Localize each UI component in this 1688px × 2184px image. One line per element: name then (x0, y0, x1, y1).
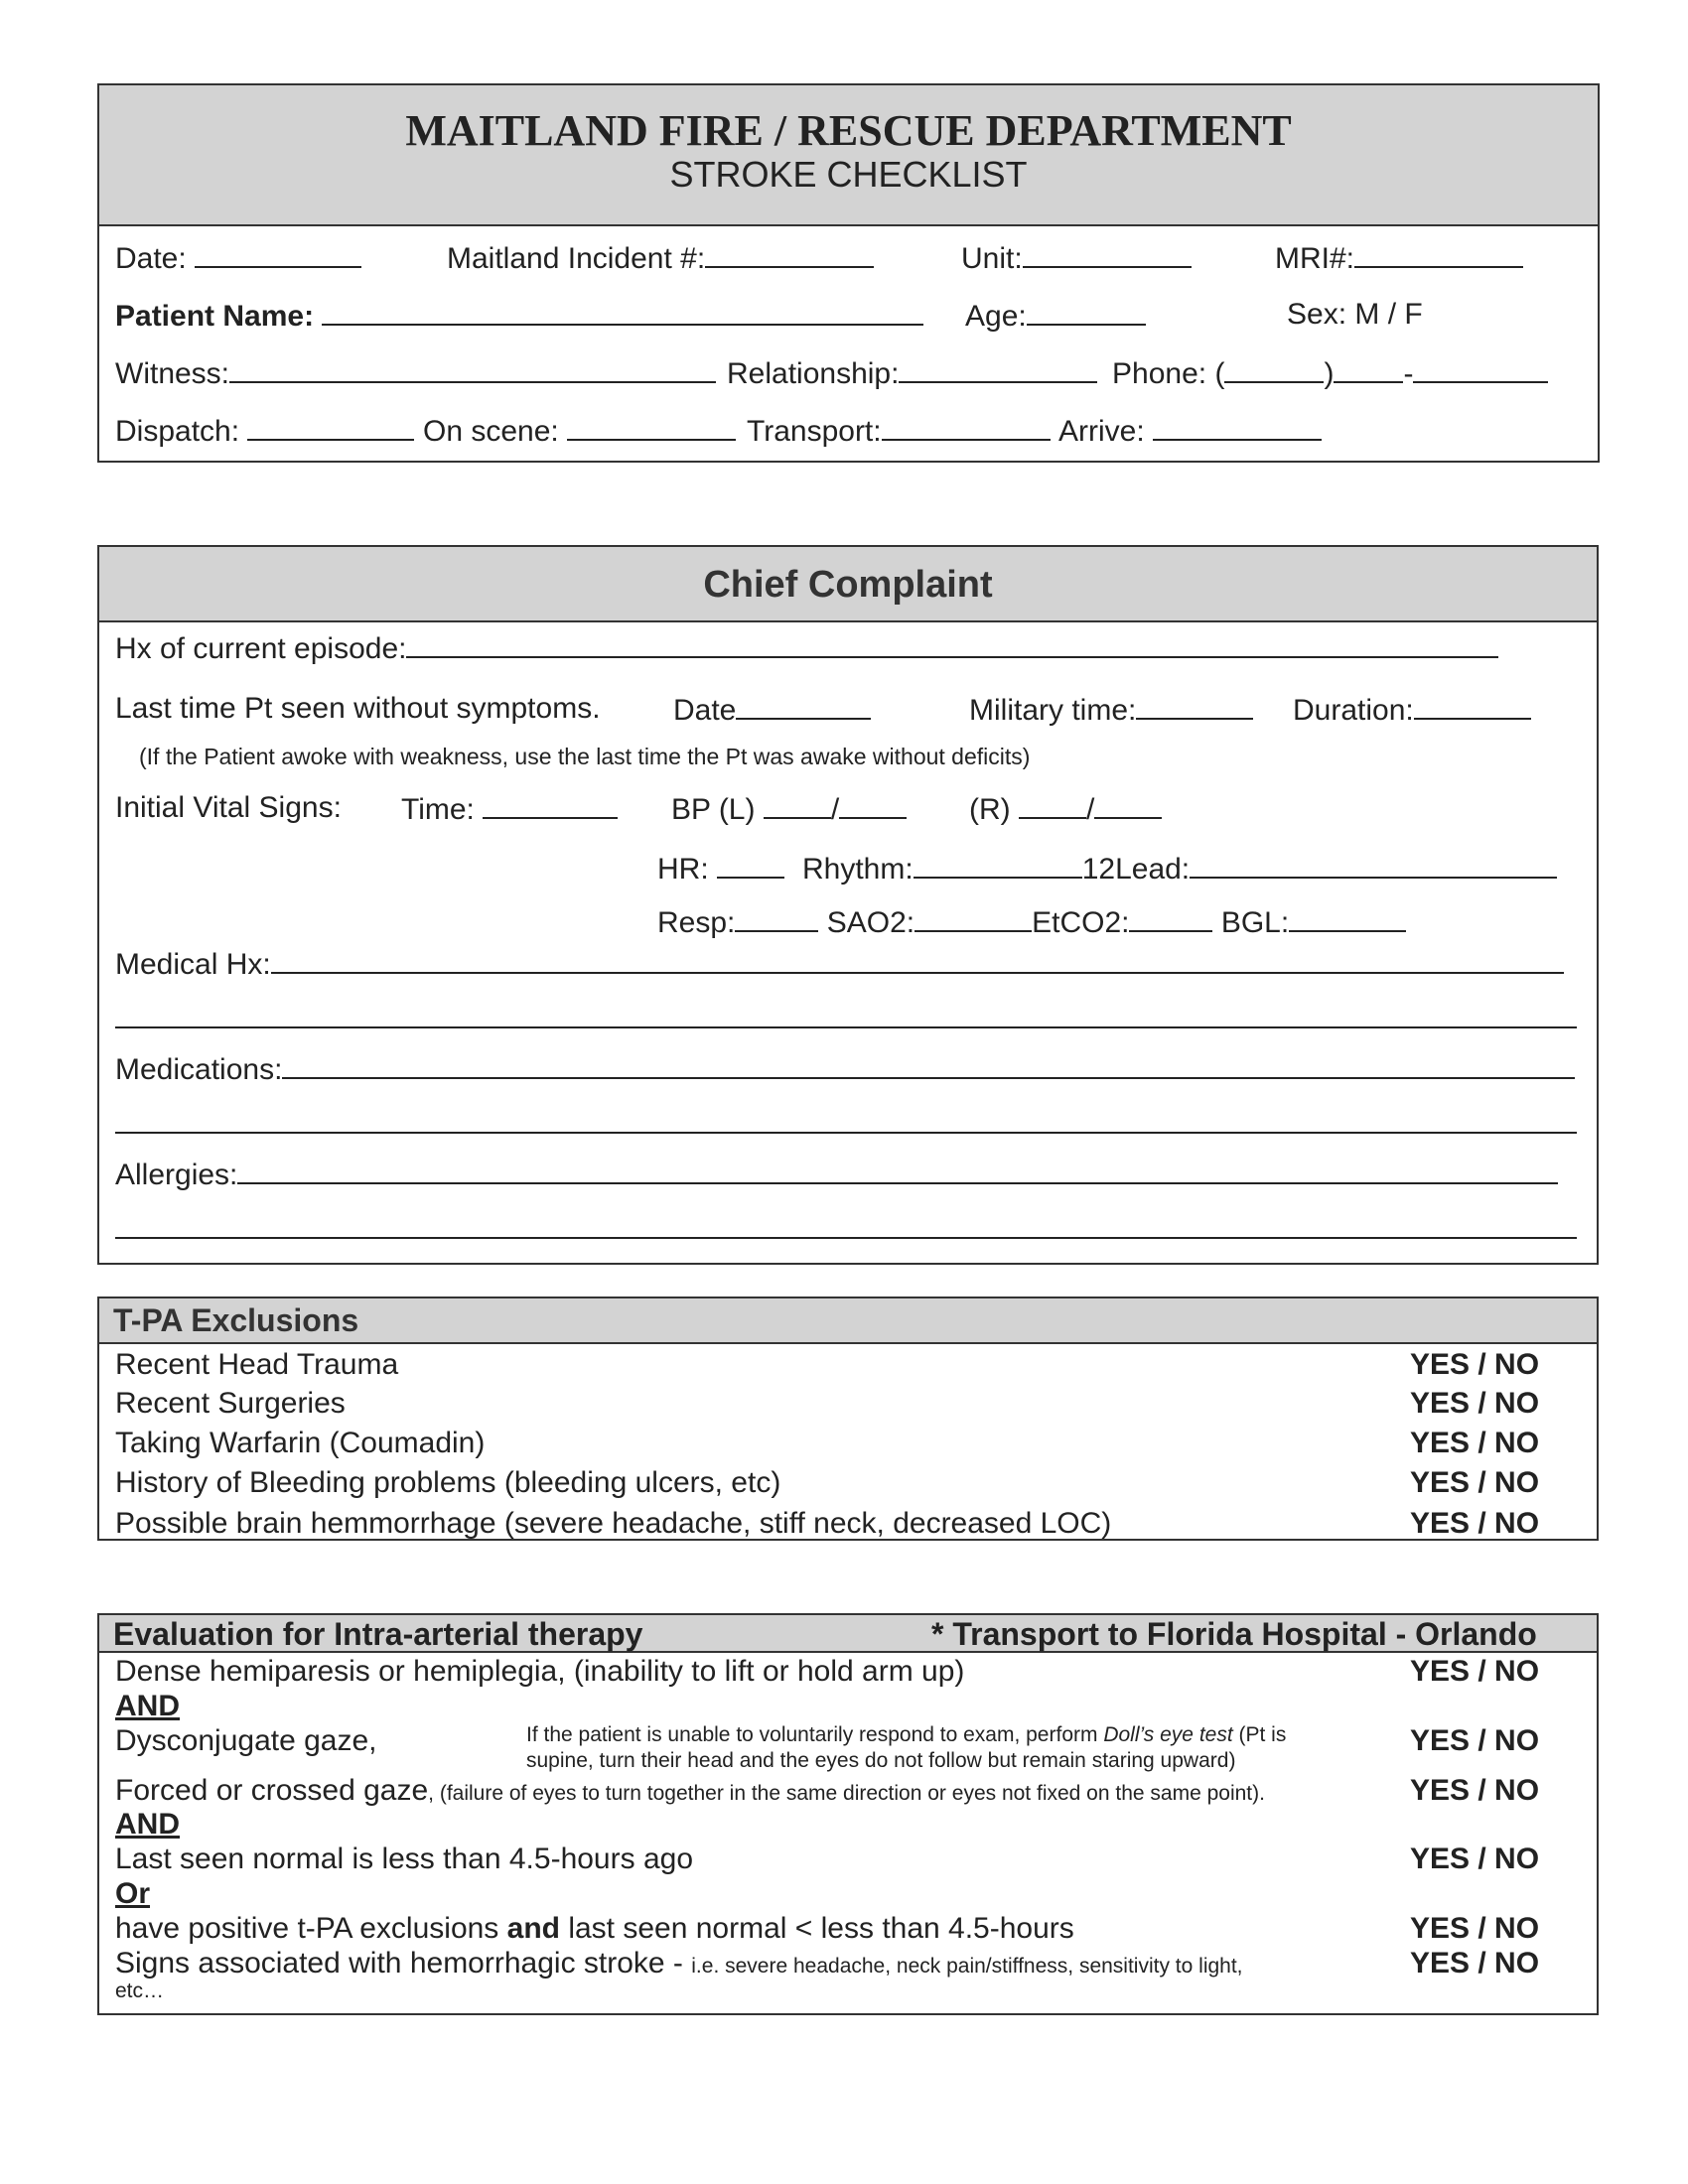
iat-answer-hemorrhagic[interactable]: YES / NO (1410, 1947, 1540, 1979)
phone-dash: - (1403, 357, 1414, 390)
witness-field[interactable] (115, 355, 716, 391)
medical-hx-line-2[interactable] (115, 1026, 1577, 1028)
iat-signs-note-2: etc… (115, 1979, 165, 2002)
on-scene-line[interactable] (567, 413, 736, 441)
form-title: STROKE CHECKLIST (669, 154, 1028, 195)
iat-dense-hemiparesis: Dense hemiparesis or hemiplegia, (inability to lift or hold arm up) (115, 1655, 965, 1688)
vitals-time-label: Time: (401, 793, 475, 826)
bp-right-field[interactable] (969, 791, 1162, 827)
dispatch-field[interactable] (115, 413, 414, 449)
phone-close-paren: ) (1324, 357, 1335, 390)
hx-episode-field[interactable] (115, 630, 1498, 666)
hr-line[interactable] (717, 851, 784, 879)
iat-forced-note: , (failure of eyes to turn together in the same direction or eyes not fixed on the same point). (428, 1782, 1265, 1805)
incident-number-line[interactable] (705, 240, 874, 268)
dispatch-label: Dispatch: (115, 415, 240, 448)
date-label: Date: (115, 242, 187, 275)
tpa-item-head-trauma: Recent Head Trauma (115, 1348, 399, 1381)
resp-field[interactable] (657, 904, 1406, 940)
relationship-field[interactable] (727, 355, 1097, 391)
bp-right-sys-line[interactable] (1019, 791, 1086, 819)
tpa-answer-head-trauma[interactable]: YES / NO (1410, 1348, 1540, 1381)
phone-prefix-line[interactable] (1334, 355, 1403, 383)
last-seen-label: Last time Pt seen without symptoms. (115, 692, 601, 725)
tpa-item-warfarin: Taking Warfarin (Coumadin) (115, 1427, 486, 1459)
resp-label: Resp: (657, 906, 736, 939)
on-scene-label: On scene: (423, 415, 559, 448)
iat-header (99, 1615, 1597, 1653)
transport-field[interactable] (747, 413, 1051, 449)
date-line[interactable] (195, 240, 361, 268)
medical-hx-field[interactable] (115, 946, 1564, 982)
transport-line[interactable] (882, 413, 1051, 441)
tpa-answer-surgeries[interactable]: YES / NO (1410, 1387, 1540, 1420)
medications-field[interactable] (115, 1051, 1575, 1087)
witness-line[interactable] (229, 355, 716, 383)
incident-section (97, 83, 1600, 463)
tpa-item-bleeding: History of Bleeding problems (bleeding ulcers, etc) (115, 1466, 781, 1499)
transport-label: Transport: (747, 415, 882, 448)
bp-left-sys-line[interactable] (764, 791, 831, 819)
resp-line[interactable] (735, 904, 818, 932)
hr-field[interactable] (657, 851, 784, 887)
iat-positive-pre: have positive t-PA exclusions (115, 1912, 507, 1945)
iat-answer-positive[interactable]: YES / NO (1410, 1912, 1540, 1945)
arrive-field[interactable] (1058, 413, 1322, 449)
etco2-label: EtCO2: (1032, 906, 1130, 939)
phone-label: Phone: (1112, 357, 1207, 390)
on-scene-field[interactable] (423, 413, 736, 449)
mri-field[interactable] (1275, 240, 1523, 276)
age-line[interactable] (1027, 298, 1146, 326)
iat-answer-dense[interactable]: YES / NO (1410, 1655, 1540, 1688)
chief-complaint-title: Chief Complaint (703, 564, 993, 606)
tpa-exclusions-section (97, 1297, 1599, 1541)
iat-positive-post: last seen normal < less than 4.5-hours (560, 1912, 1074, 1945)
iat-hemorrhagic-signs (115, 1947, 1243, 1980)
incident-number-label: Maitland Incident #: (447, 242, 706, 275)
age-label: Age: (965, 300, 1027, 333)
iat-and-2: AND (115, 1808, 180, 1841)
unit-label: Unit: (961, 242, 1023, 275)
iat-signs-label: Signs associated with hemorrhagic stroke - (115, 1947, 692, 1979)
phone-field[interactable] (1112, 355, 1548, 391)
patient-name-label: Patient Name: (115, 300, 315, 333)
bgl-line[interactable] (1289, 904, 1406, 932)
iat-positive-exclusions (115, 1912, 1074, 1946)
bp-right-slash: / (1086, 793, 1095, 826)
age-field[interactable] (965, 298, 1146, 334)
awoke-note: (If the Patient awoke with weakness, use the last time the Pt was awake without deficits) (139, 744, 1031, 769)
hx-episode-label: Hx of current episode: (115, 632, 407, 665)
iat-transport-note: * Transport to Florida Hospital - Orlando (931, 1616, 1537, 1652)
vitals-time-line[interactable] (483, 791, 618, 819)
phone-open-paren: ( (1214, 357, 1225, 390)
tpa-answer-bleeding[interactable]: YES / NO (1410, 1466, 1540, 1499)
iat-last-seen: Last seen normal is less than 4.5-hours ago (115, 1843, 693, 1875)
hx-episode-line[interactable] (406, 630, 1498, 658)
iat-title: Evaluation for Intra-arterial therapy (113, 1616, 643, 1652)
bp-left-label: BP (L) (671, 793, 756, 826)
initial-vitals-label: Initial Vital Signs: (115, 791, 342, 824)
org-name: MAITLAND FIRE / RESCUE DEPARTMENT (405, 106, 1292, 155)
allergies-label: Allergies: (115, 1159, 238, 1191)
military-time-field[interactable] (969, 692, 1253, 728)
medical-hx-label: Medical Hx: (115, 948, 271, 981)
iat-and-1: AND (115, 1690, 180, 1722)
iat-signs-note: i.e. severe headache, neck pain/stiffness, sensitivity to light, (691, 1955, 1243, 1978)
medical-hx-line[interactable] (271, 946, 1564, 974)
bp-left-dia-line[interactable] (839, 791, 907, 819)
allergies-line[interactable] (237, 1157, 1558, 1184)
vitals-time-field[interactable] (401, 791, 618, 827)
mri-label: MRI#: (1275, 242, 1355, 275)
tpa-answer-warfarin[interactable]: YES / NO (1410, 1427, 1540, 1459)
twelve-lead-line[interactable] (1190, 851, 1557, 879)
witness-label: Witness: (115, 357, 230, 390)
unit-field[interactable] (961, 240, 1192, 276)
phone-number-line[interactable] (1413, 355, 1548, 383)
last-seen-date-line[interactable] (736, 692, 871, 720)
iat-answer-last-seen[interactable]: YES / NO (1410, 1843, 1540, 1875)
arrive-line[interactable] (1153, 413, 1322, 441)
duration-field[interactable] (1293, 692, 1531, 728)
duration-label: Duration: (1293, 694, 1414, 727)
twelve-lead-label: 12Lead: (1081, 853, 1191, 886)
allergies-field[interactable] (115, 1157, 1558, 1192)
medications-label: Medications: (115, 1053, 283, 1086)
mri-line[interactable] (1354, 240, 1523, 268)
chief-complaint-section (97, 545, 1599, 1265)
tpa-item-surgeries: Recent Surgeries (115, 1387, 346, 1420)
iat-answer-dysconjugate[interactable]: YES / NO (1410, 1724, 1540, 1757)
tpa-exclusions-header (99, 1298, 1597, 1344)
medications-line[interactable] (282, 1051, 1575, 1079)
etco2-line[interactable] (1129, 904, 1212, 932)
phone-area-line[interactable] (1224, 355, 1324, 383)
last-seen-date-label: Date (673, 694, 737, 727)
iat-dysconjugate-gaze: Dysconjugate gaze, (115, 1724, 377, 1757)
iat-dolls-pre: If the patient is unable to voluntarily respond to exam, perform (526, 1723, 1104, 1746)
chief-complaint-header (99, 547, 1597, 622)
military-time-line[interactable] (1136, 692, 1253, 720)
allergies-line-2[interactable] (115, 1237, 1577, 1239)
patient-name-line[interactable] (322, 298, 923, 326)
relationship-label: Relationship: (727, 357, 900, 390)
rhythm-label: Rhythm: (802, 853, 914, 886)
sex-field[interactable] (1287, 298, 1423, 332)
iat-section (97, 1613, 1599, 2015)
last-seen-date-field[interactable] (673, 692, 871, 728)
iat-forced-gaze-line (115, 1774, 1265, 1808)
iat-positive-and: and (506, 1912, 560, 1945)
iat-dolls-note (526, 1722, 1286, 1748)
incident-number-field[interactable] (447, 240, 874, 276)
dispatch-line[interactable] (247, 413, 414, 441)
medications-line-2[interactable] (115, 1132, 1577, 1134)
iat-answer-forced[interactable]: YES / NO (1410, 1774, 1540, 1807)
duration-line[interactable] (1414, 692, 1531, 720)
iat-dolls-em: Doll’s eye test (1103, 1723, 1233, 1746)
unit-line[interactable] (1023, 240, 1192, 268)
rhythm-line[interactable] (914, 851, 1082, 879)
bp-left-field[interactable] (671, 791, 907, 827)
patient-name-field[interactable] (115, 298, 923, 334)
rhythm-field[interactable] (802, 851, 1557, 887)
bp-left-slash: / (830, 793, 840, 826)
sex-label: Sex: M / F (1287, 298, 1423, 331)
date-field[interactable] (115, 240, 361, 276)
tpa-item-hemorrhage: Possible brain hemmorrhage (severe headache, stiff neck, decreased LOC) (115, 1507, 1112, 1540)
iat-or: Or (115, 1877, 151, 1910)
sao2-line[interactable] (914, 904, 1032, 932)
iat-dolls-post: (Pt is (1232, 1723, 1287, 1746)
tpa-answer-hemorrhage[interactable]: YES / NO (1410, 1507, 1540, 1540)
tpa-exclusions-title: T-PA Exclusions (113, 1302, 359, 1338)
hr-label: HR: (657, 853, 709, 886)
relationship-line[interactable] (899, 355, 1097, 383)
military-time-label: Military time: (969, 694, 1137, 727)
arrive-label: Arrive: (1058, 415, 1145, 448)
iat-forced-gaze: Forced or crossed gaze (115, 1774, 429, 1807)
sao2-label: SAO2: (826, 906, 915, 939)
iat-dolls-line2: supine, turn their head and the eyes do not follow but remain staring upward) (526, 1749, 1236, 1772)
bp-right-label: (R) (969, 793, 1011, 826)
bp-right-dia-line[interactable] (1094, 791, 1162, 819)
bgl-label: BGL: (1220, 906, 1290, 939)
form-header (99, 85, 1598, 226)
